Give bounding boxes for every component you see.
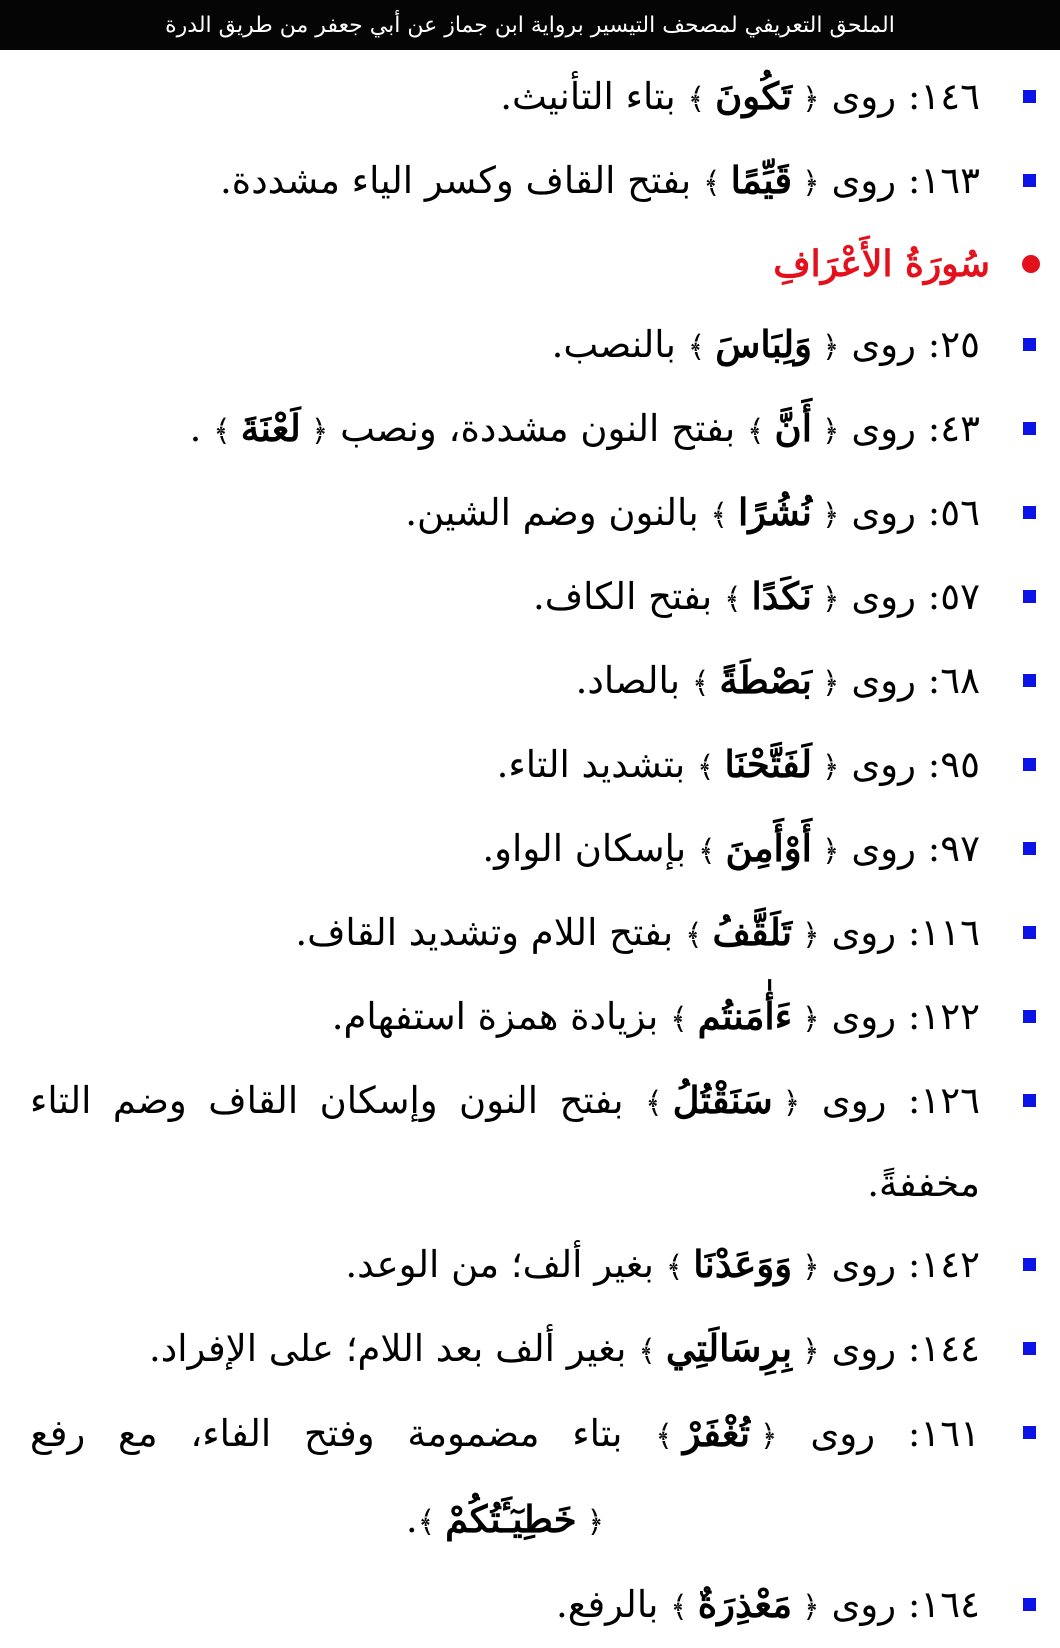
ornate-bracket-close-icon: ﴾ [697,834,716,869]
entry-tail: . [405,1498,418,1541]
entry-description: بتاء مضمومة وفتح الفاء، مع رفع [30,1412,623,1455]
square-bullet-icon [1023,1426,1036,1439]
quran-word-second: خَطِيٓـَٔتُكُمْ [445,1497,577,1541]
second-word-line [30,1478,980,1564]
entry-tail: . [189,407,202,450]
ornate-bracket-close-icon: ﴾ [665,1250,684,1285]
verse-number: ٤٣ [940,407,980,450]
ornate-bracket-close-icon: ﴾ [684,918,703,953]
entry-verb: روى [831,159,897,202]
list-item: ٩٧: روى ﴿أَوْأَمِنَ﴾ بإسكان الواو. [30,808,980,892]
list-item: ٦٨: روى ﴿بَصْطَةً﴾ بالصاد. [30,640,980,724]
ornate-bracket-open-icon: ﴿ [821,498,840,533]
quran-word: نَكَدًا [751,574,812,618]
verse-number: ٥٦ [940,491,980,534]
ornate-bracket-close-icon: ﴾ [746,414,765,449]
entry-verb: روى [851,827,917,870]
list-item: ١٢٢: روى ﴿ءَأٰمَنتُم﴾ بزيادة همزة استفهام. [30,976,980,1060]
ornate-bracket-open-icon: ﴿ [821,834,840,869]
square-bullet-icon [1023,1094,1036,1107]
list-item: ١٢٦: روى ﴿سَنَقْتُلُ﴾ بفتح النون وإسكان القاف وضم التاء مخففةً. [30,1060,980,1224]
ornate-bracket-close-icon: ﴾ [691,666,710,701]
list-item: ٤٣: روى ﴿أَنَّ﴾ بفتح النون مشددة، ونصب ﴿لَعْنَةَ﴾ . [30,388,980,472]
ornate-bracket-close-icon: ﴾ [645,1086,663,1121]
quran-word: سَنَقْتُلُ [672,1078,773,1122]
ornate-bracket-open-icon: ﴿ [782,1086,801,1121]
quran-word: أَوْأَمِنَ [725,826,812,870]
ornate-bracket-open-icon: ﴿ [802,1002,820,1037]
quran-word: نُشُرًا [737,490,812,534]
list-item: ٢٥: روى ﴿وَلِبَاسَ﴾ بالنصب. [30,304,980,388]
ornate-bracket-open-icon: ﴿ [802,1590,820,1625]
ornate-bracket-close-icon: ﴾ [638,1334,656,1369]
quran-word: وَوَعَدْنَا [693,1242,793,1286]
ornate-bracket-open-icon: ﴿ [760,1419,778,1454]
entry-verb: روى [831,995,897,1038]
entry-description: بفتح القاف وكسر الياء مشددة. [220,159,692,202]
square-bullet-icon [1023,758,1036,771]
entry-verb: روى [831,1327,897,1370]
ornate-bracket-open-icon: ﴿ [821,414,840,449]
ornate-bracket-open-icon: ﴿ [802,1250,820,1285]
quran-word: وَلِبَاسَ [715,322,812,366]
quran-word: بَصْطَةً [719,658,812,702]
entry-description: بفتح النون مشددة، ونصب [340,407,736,450]
ornate-bracket-close-icon: ﴾ [670,1590,688,1625]
ornate-bracket-open-icon: ﴿ [821,582,840,617]
square-bullet-icon [1023,506,1036,519]
verse-number: ١٢٦ [920,1079,981,1122]
page-content [30,56,990,1648]
square-bullet-icon [1023,1010,1036,1023]
quran-word: تَكُونَ [715,74,793,118]
quran-word: بِرِسَالَتِي [665,1326,793,1370]
entry-verb: روى [831,911,897,954]
entry-description: بالرفع. [556,1583,659,1626]
ornate-bracket-close-icon: ﴾ [687,82,706,117]
verse-number: ٩٥ [940,743,980,786]
entry-description: بزيادة همزة استفهام. [331,995,659,1038]
verse-number: ٩٧ [940,827,980,870]
entry-description: بالنون وضم الشين. [405,491,699,534]
verse-number: ١٤٢ [920,1243,980,1286]
entry-verb: روى [851,575,917,618]
list-item: ١١٦: روى ﴿تَلَقَّفُ﴾ بفتح اللام وتشديد القاف. [30,892,980,976]
entry-description: بتاء التأنيث. [500,75,676,118]
square-bullet-icon [1023,90,1036,103]
square-bullet-icon [1023,174,1036,187]
entry-verb: روى [831,75,897,118]
quran-word: لَفَتَّحْنَا [724,742,812,786]
quran-word-second: لَعْنَةَ [240,406,301,450]
entry-verb: روى [831,1583,897,1626]
square-bullet-icon [1023,1342,1036,1355]
ornate-bracket-open-icon: ﴿ [802,82,820,117]
ornate-bracket-close-icon: ﴾ [213,414,231,449]
entry-description: بإسكان الواو. [482,827,687,870]
list-item: ١٤٤: روى ﴿بِرِسَالَتِي﴾ بغير ألف بعد اللام؛ على الإفراد. [30,1308,980,1392]
quran-word: مَعْذِرَةٌ [697,1582,793,1626]
list-item: ١٦٤: روى ﴿مَعْذِرَةٌ﴾ بالرفع. [30,1564,980,1648]
square-bullet-icon [1023,926,1036,939]
entry-description: بتشديد التاء. [496,743,686,786]
ornate-bracket-open-icon: ﴿ [802,166,820,201]
ornate-bracket-open-icon: ﴿ [802,918,820,953]
entry-description: بالنصب. [551,323,676,366]
ornate-bracket-open-icon: ﴿ [821,666,840,701]
entry-verb: روى [810,1412,876,1455]
verse-number: ١٦٣ [920,159,980,202]
quran-word: تَلَقَّفُ [712,910,793,954]
verse-number: ١٤٦ [920,75,980,118]
list-item: ١٤٢: روى ﴿وَوَعَدْنَا﴾ بغير ألف؛ من الوعد. [30,1224,980,1308]
page-header [0,0,1060,50]
quran-word: ءَأٰمَنتُم [697,994,793,1038]
verse-number: ١٦٤ [920,1583,980,1626]
square-bullet-icon [1023,1258,1036,1271]
entry-verb: روى [851,491,917,534]
entry-verb: روى [821,1079,887,1122]
list-item: ٥٦: روى ﴿نُشُرًا﴾ بالنون وضم الشين. [30,472,980,556]
ornate-bracket-open-icon: ﴿ [821,750,840,785]
ornate-bracket-close-icon: ﴾ [687,330,706,365]
quran-word: أَنَّ [774,406,812,450]
list-item: ٩٥: روى ﴿لَفَتَّحْنَا﴾ بتشديد التاء. [30,724,980,808]
square-bullet-icon [1023,1598,1036,1611]
list-item: ١٦٣: روى ﴿قَيِّمًا﴾ بفتح القاف وكسر الياء مشددة. [30,140,980,224]
entry-description: بغير ألف بعد اللام؛ على الإفراد. [149,1327,627,1370]
square-bullet-icon [1023,674,1036,687]
entry-verb: روى [831,1243,897,1286]
verse-number: ٢٥ [940,323,980,366]
red-dot-bullet-icon [1022,255,1040,273]
header-title: الملحق التعريفي لمصحف التيسير برواية ابن جماز عن أبي جعفر من طريق الدرة [165,12,895,38]
entry-verb: روى [851,743,917,786]
ornate-bracket-open-icon: ﴿ [802,1334,820,1369]
square-bullet-icon [1023,590,1036,603]
quran-word: تُغْفَرْ [682,1411,751,1455]
square-bullet-icon [1023,422,1036,435]
list-item: ٥٧: روى ﴿نَكَدًا﴾ بفتح الكاف. [30,556,980,640]
ornate-bracket-close-icon: ﴾ [696,750,715,785]
list-item: ١٤٦: روى ﴿تَكُونَ﴾ بتاء التأنيث. [30,56,980,140]
entry-verb: روى [851,323,917,366]
entry-description: بفتح النون وإسكان القاف وضم التاء مخففةً. [30,1079,980,1205]
verse-number: ١٦١ [920,1412,981,1455]
entry-verb: روى [851,659,917,702]
ornate-bracket-open-icon: ﴿ [821,330,840,365]
list-item: ١٦١: روى ﴿تُغْفَرْ﴾ بتاء مضمومة وفتح الفاء، مع رفع ﴿خَطِيٓـَٔتُكُمْ﴾. [30,1392,980,1564]
verse-number: ٥٧ [940,575,980,618]
ornate-bracket-close-icon: ﴾ [670,1002,688,1037]
ornate-bracket-close-icon: ﴾ [702,166,721,201]
verse-number: ٦٨ [940,659,980,702]
quran-word: قَيِّمًا [730,158,793,202]
ornate-bracket-close-icon: ﴾ [710,498,728,533]
ornate-bracket-close-icon: ﴾ [723,582,742,617]
surah-title: سُورَةُ الأَعْرَافِ [773,243,990,285]
entry-verb: روى [851,407,917,450]
ornate-bracket-open-icon: ﴿ [586,1505,605,1540]
verse-number: ١١٦ [920,911,980,954]
entry-description: بفتح الكاف. [532,575,713,618]
ornate-bracket-close-icon: ﴾ [655,1419,673,1454]
entry-description: بفتح اللام وتشديد القاف. [295,911,674,954]
entry-description: بغير ألف؛ من الوعد. [345,1243,654,1286]
entry-description: بالصاد. [575,659,681,702]
verse-number: ١٤٤ [920,1327,980,1370]
surah-heading [30,224,990,304]
square-bullet-icon [1023,338,1036,351]
ornate-bracket-close-icon: ﴾ [417,1505,436,1540]
verse-number: ١٢٢ [920,995,980,1038]
ornate-bracket-open-icon: ﴿ [310,414,329,449]
square-bullet-icon [1023,842,1036,855]
